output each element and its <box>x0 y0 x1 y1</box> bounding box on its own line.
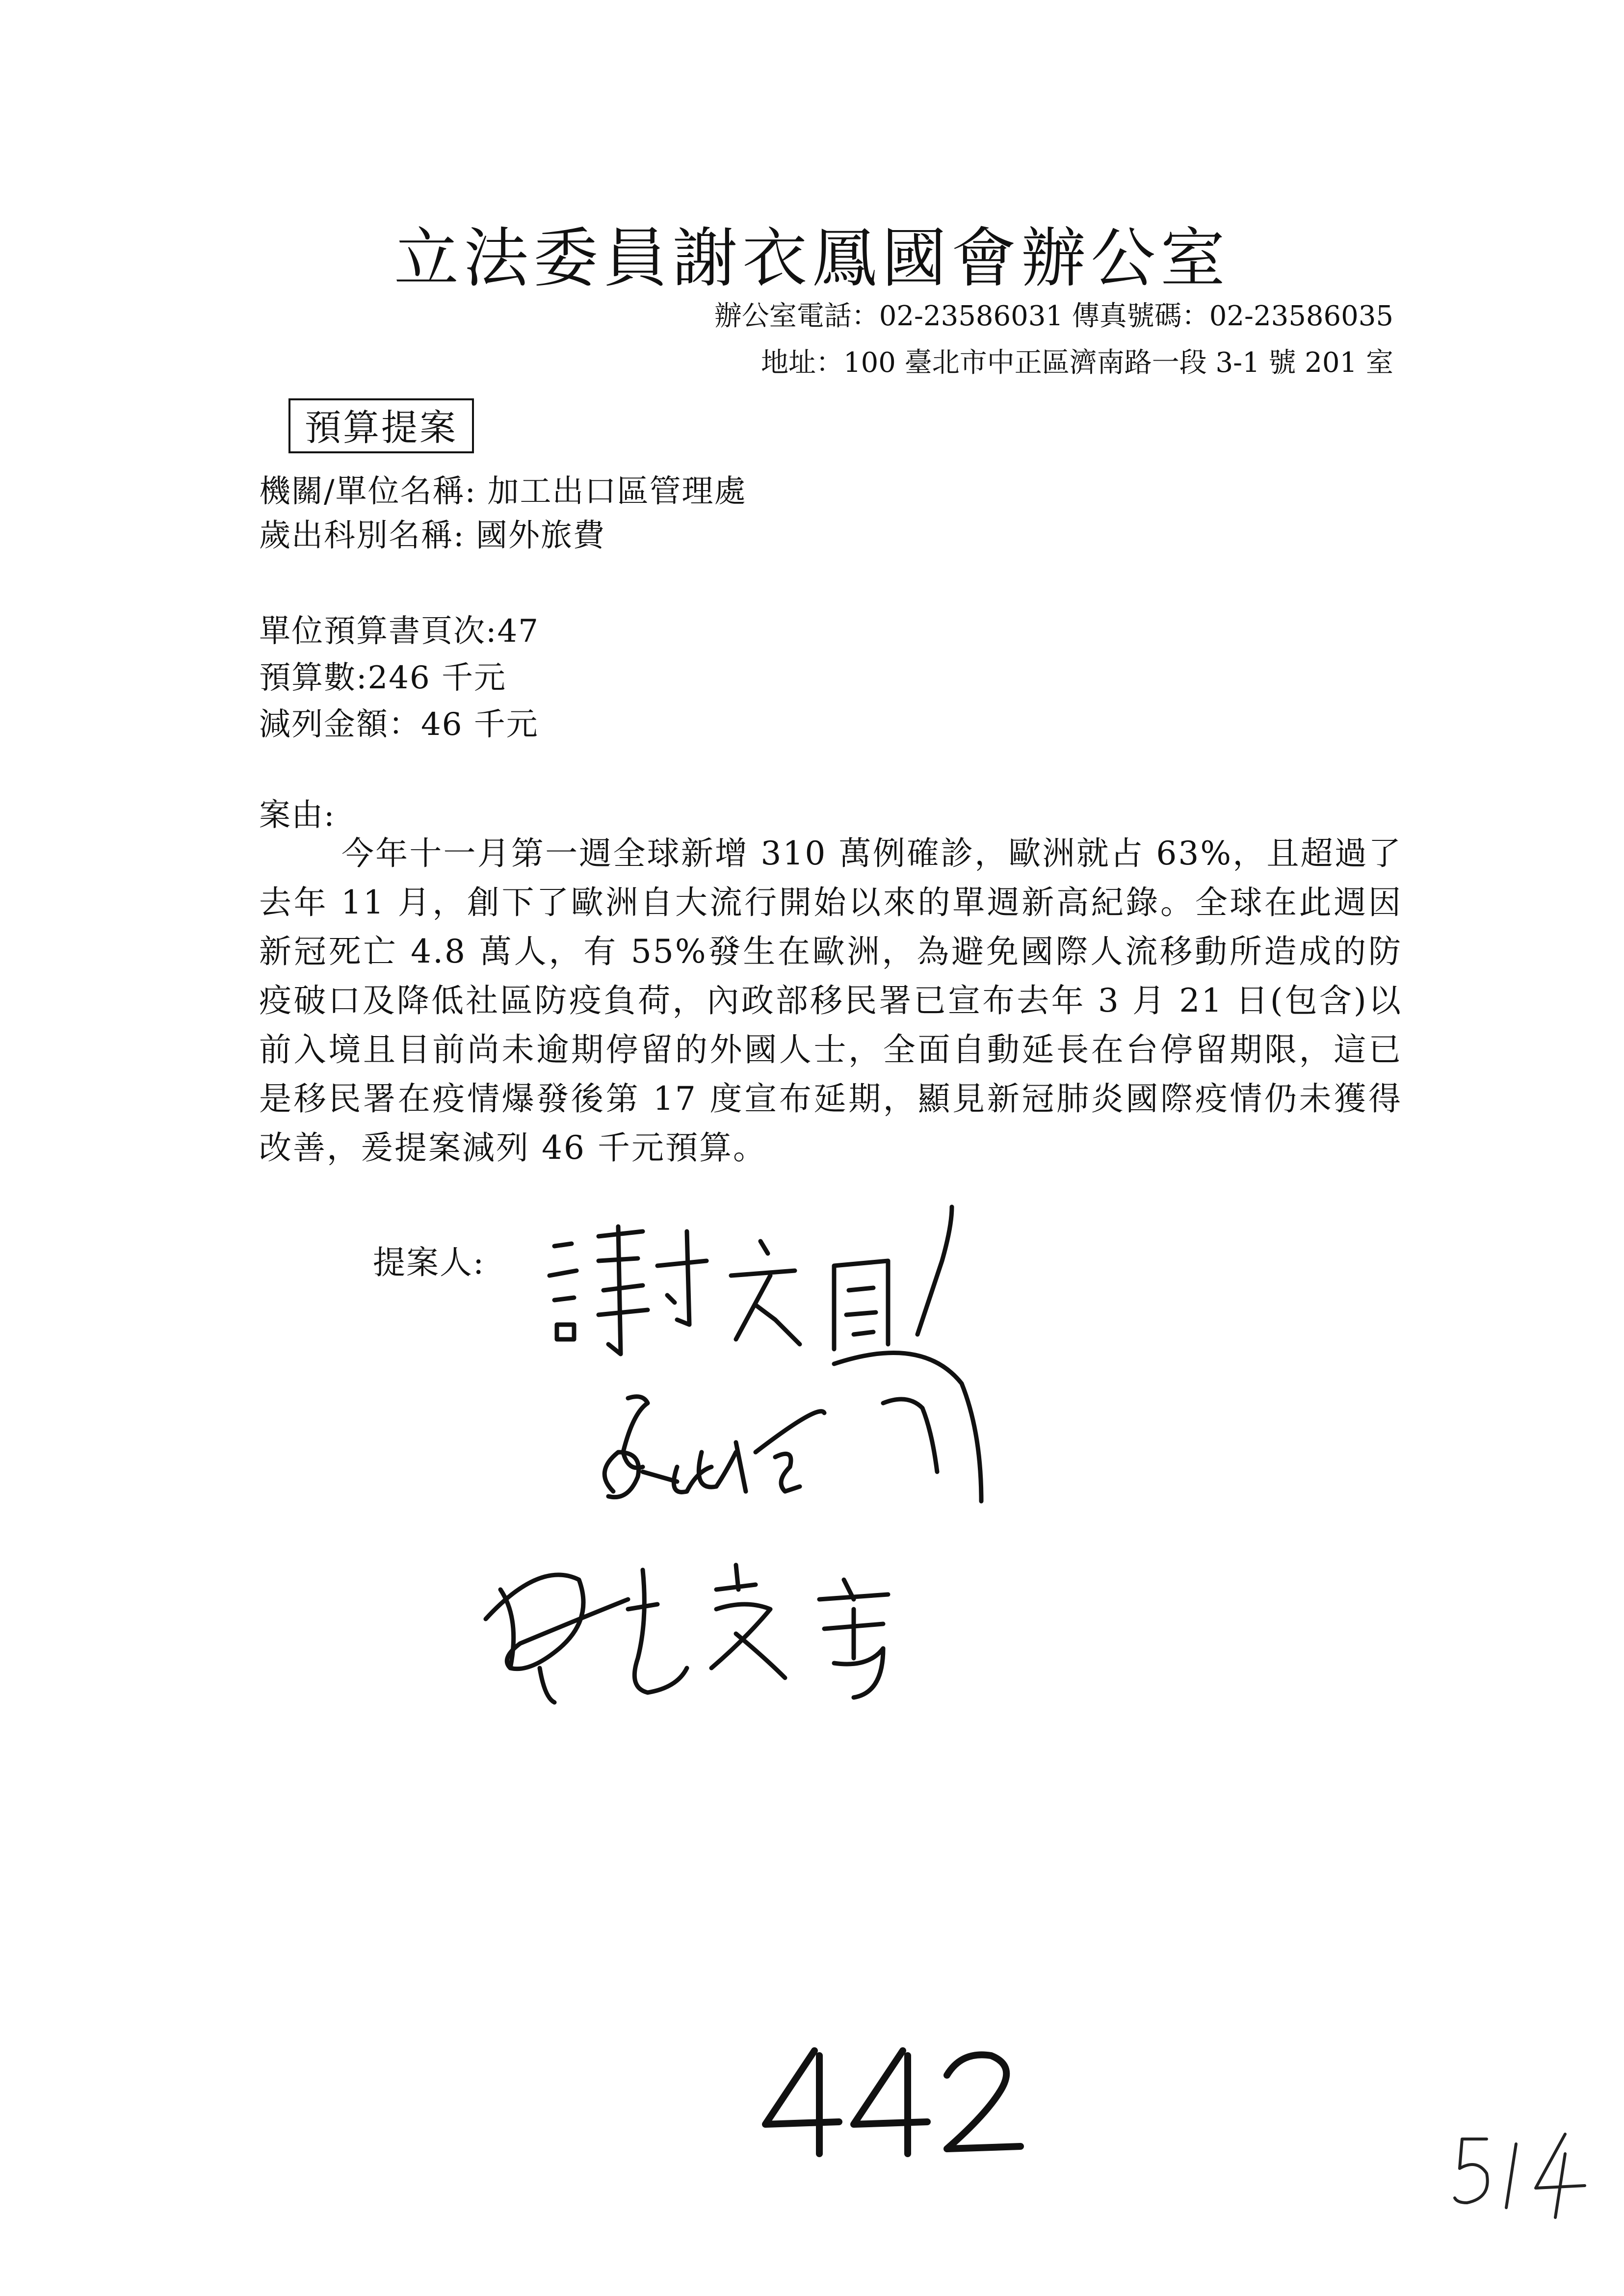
reason-paragraph: 今年十一月第一週全球新增 310 萬例確診，歐洲就占 63%，且超過了去年 11 月，創下了歐洲自大流行開始以來的單週新高紀錄。全球在此週因新冠死亡 4.8 萬人，有 55%發生在歐洲，為避免國際人流移動所造成的防疫破口及降低社區防疫負荷，內政部移民署已宣布去年 3 月 21 日(包含)以前入境且目前尚未逾期停留的外國人士，全面自動延長在台停留期限，這已是移民署在疫情爆發後第 17 度宣布延期，顯見新冠肺炎國際疫情仍未獲得改善，爰提案減列 46 千元預算。 <box>259 835 1402 1167</box>
handwritten-page-number <box>756 2041 1030 2159</box>
address-line: 地址：100 臺北市中正區濟南路一段 3-1 號 201 室 <box>761 347 1393 379</box>
account-line: 歲出科別名稱: 國外旅費 <box>259 518 605 554</box>
cut-amount-line: 減列金額：46 千元 <box>259 706 539 743</box>
signature-2 <box>604 1353 981 1502</box>
reason-label: 案由: <box>259 797 336 834</box>
page-reference-line: 單位預算書頁次:47 <box>259 613 539 650</box>
proposal-type-box: 預算提案 <box>288 398 474 453</box>
agency-line: 機關/單位名稱: 加工出口區管理處 <box>259 473 747 510</box>
handwritten-stamp-number <box>1447 2124 1595 2222</box>
proposer-label: 提案人: <box>373 1244 485 1281</box>
signature-1 <box>550 1207 952 1354</box>
office-title: 立法委員謝衣鳳國會辦公室 <box>394 221 1230 296</box>
phone-fax-line: 辦公室電話：02-23586031 傳真號碼：02-23586035 <box>714 300 1393 332</box>
signature-3 <box>486 1565 888 1702</box>
handwritten-signatures <box>481 1177 1119 1864</box>
budget-line: 預算數:246 千元 <box>259 660 507 696</box>
